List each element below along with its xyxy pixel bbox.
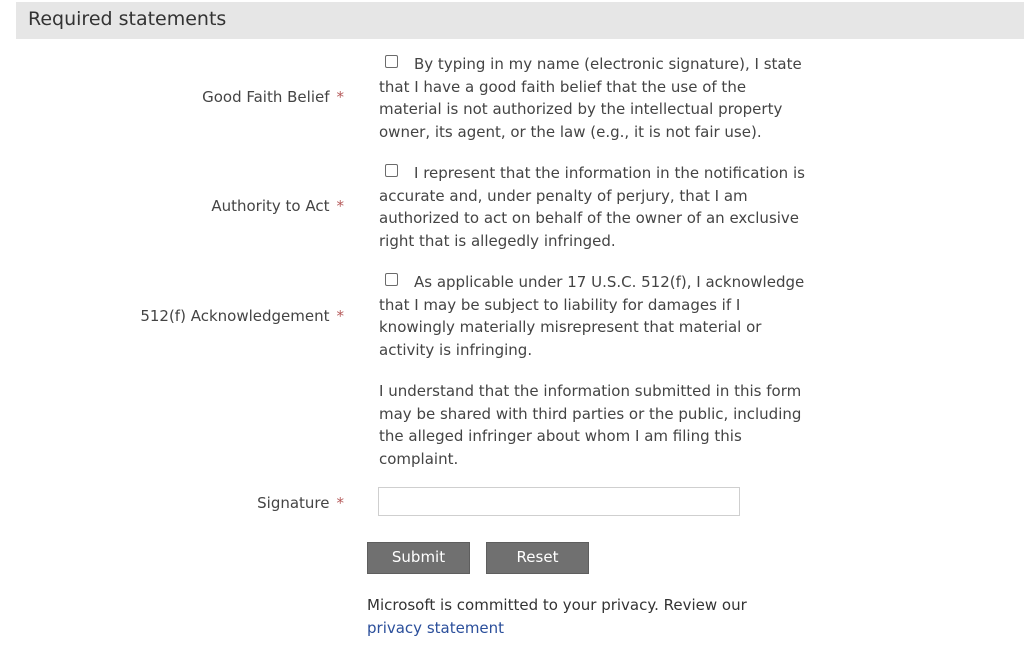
good-faith-statement [379, 53, 811, 144]
submit-button[interactable]: Submit [367, 542, 470, 574]
required-marker: * [336, 494, 344, 512]
privacy-notice [367, 594, 787, 640]
acknowledgement-statement [379, 271, 811, 362]
authority-checkbox[interactable] [385, 164, 398, 177]
disclosure-note: I understand that the information submitted in this form may be shared with third parties or the public, including the alleged infringer about whom I am filing this complaint. [379, 382, 802, 469]
good-faith-label [202, 88, 344, 106]
privacy-notice-text: Microsoft is committed to your privacy. Review our [367, 596, 747, 614]
required-marker: * [336, 307, 344, 325]
authority-label [211, 197, 344, 215]
privacy-statement-link[interactable]: privacy statement [367, 619, 505, 637]
reset-button[interactable]: Reset [486, 542, 589, 574]
required-marker: * [336, 88, 344, 106]
signature-label [257, 494, 344, 512]
acknowledgement-label [140, 307, 344, 325]
good-faith-label-text: Good Faith Belief [202, 88, 330, 106]
good-faith-statement-text: By typing in my name (electronic signature), I state that I have a good faith belief that the use of the material is not authorized by the intellectual property owner, its agent, or the law (e.g., it is not fair use). [379, 55, 802, 142]
acknowledgement-checkbox[interactable] [385, 273, 398, 286]
signature-input[interactable] [378, 487, 740, 516]
signature-label-text: Signature [257, 494, 330, 512]
good-faith-checkbox[interactable] [385, 55, 398, 68]
authority-label-text: Authority to Act [211, 197, 330, 215]
authority-statement [379, 162, 811, 253]
authority-statement-text: I represent that the information in the notification is accurate and, under penalty of perjury, that I am authorized to act on behalf of the owner of an exclusive right that is allegedly infringed. [379, 164, 805, 251]
acknowledgement-statement-text: As applicable under 17 U.S.C. 512(f), I acknowledge that I may be subject to liability for damages if I knowingly materially misrepresent that material or activity is infringing. [379, 273, 805, 360]
required-marker: * [336, 197, 344, 215]
section-title: Required statements [28, 8, 227, 30]
acknowledgement-label-text: 512(f) Acknowledgement [140, 307, 330, 325]
section-header [16, 2, 1024, 39]
